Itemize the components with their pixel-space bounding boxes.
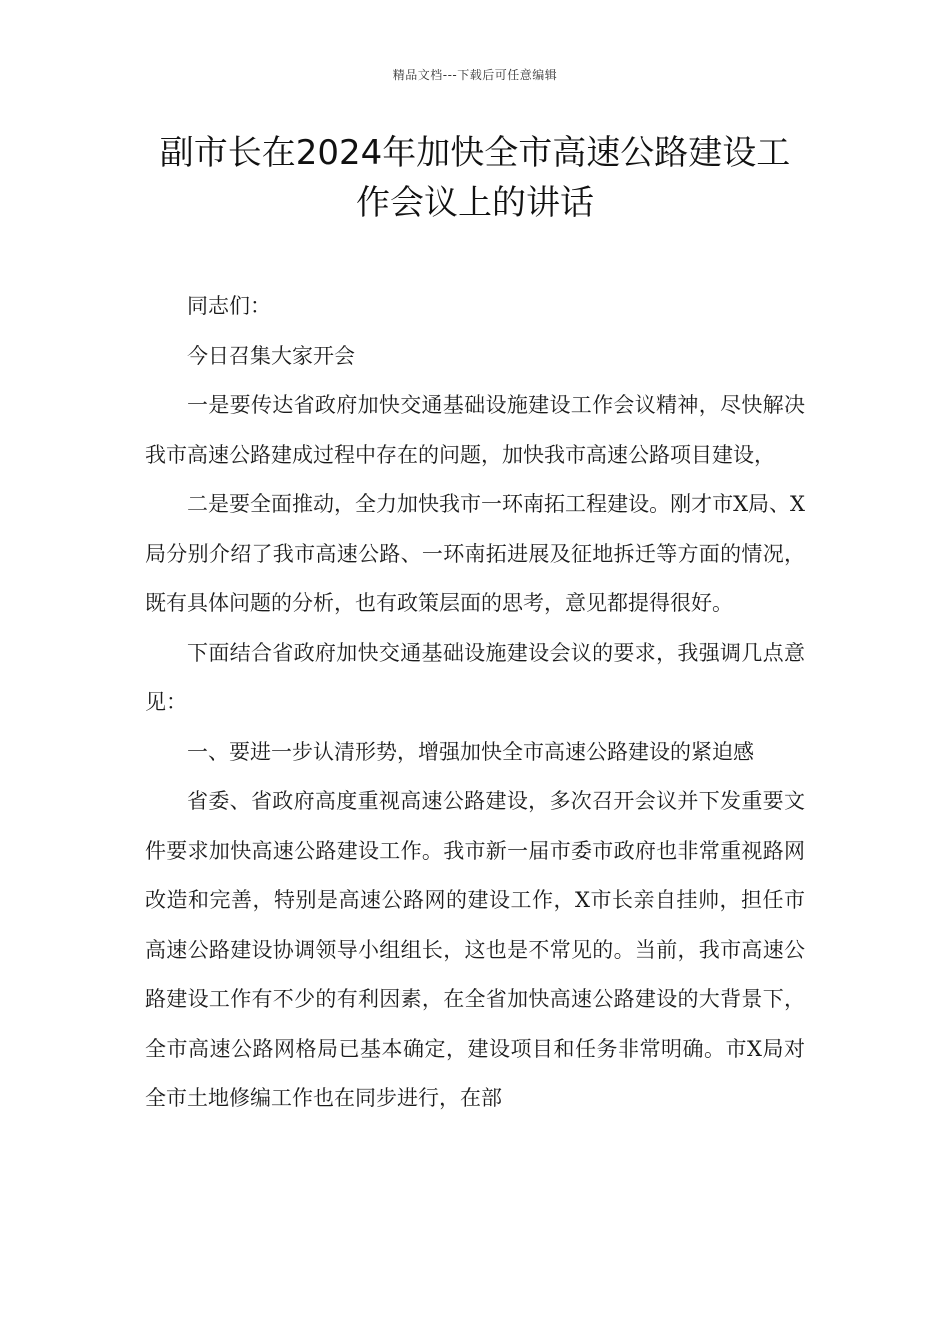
section-heading-one: 一、要进一步认清形势，增强加快全市高速公路建设的紧迫感 [187,739,754,764]
paragraph-section-one-body: 省委、省政府高度重视高速公路建设，多次召开会议并下发重要文件要求加快高速公路建设工作。我市新一届市委市政府也非常重视路网改造和完善，特别是高速公路网的建设工作，X市长亲自挂帅，担任市高速公路建设协调领导小组组长，这也是不常见的。当前，我市高速公路建设工作有不少的有利因素，在全省加快高速公路建设的大背景下，全市高速公路网格局已基本确定，建设项目和任务非常明确。市X局对全市土地修编工作也在同步进行，在部 [145,789,805,1110]
paragraph-purpose-one: 一是要传达省政府加快交通基础设施建设工作会议精神，尽快解决我市高速公路建成过程中存在的问题，加快我市高速公路项目建设， [145,393,805,467]
document-title: 副市长在2024年加快全市高速公路建设工作会议上的讲话 [159,133,791,223]
document-body [145,282,805,1124]
paragraph-opening: 今日召集大家开会 [187,343,355,368]
paragraph-purpose-two: 二是要全面推动，全力加快我市一环南拓工程建设。刚才市X局、X局分别介绍了我市高速公路、一环南拓进展及征地拆迁等方面的情况，既有具体问题的分析，也有政策层面的思考，意见都提得很好。 [145,492,805,615]
paragraph-transition: 下面结合省政府加快交通基础设施建设会议的要求，我强调几点意见： [145,640,805,714]
page-header: 精品文档---下载后可任意编辑 [392,68,558,82]
paragraph-salutation: 同志们： [187,294,271,318]
